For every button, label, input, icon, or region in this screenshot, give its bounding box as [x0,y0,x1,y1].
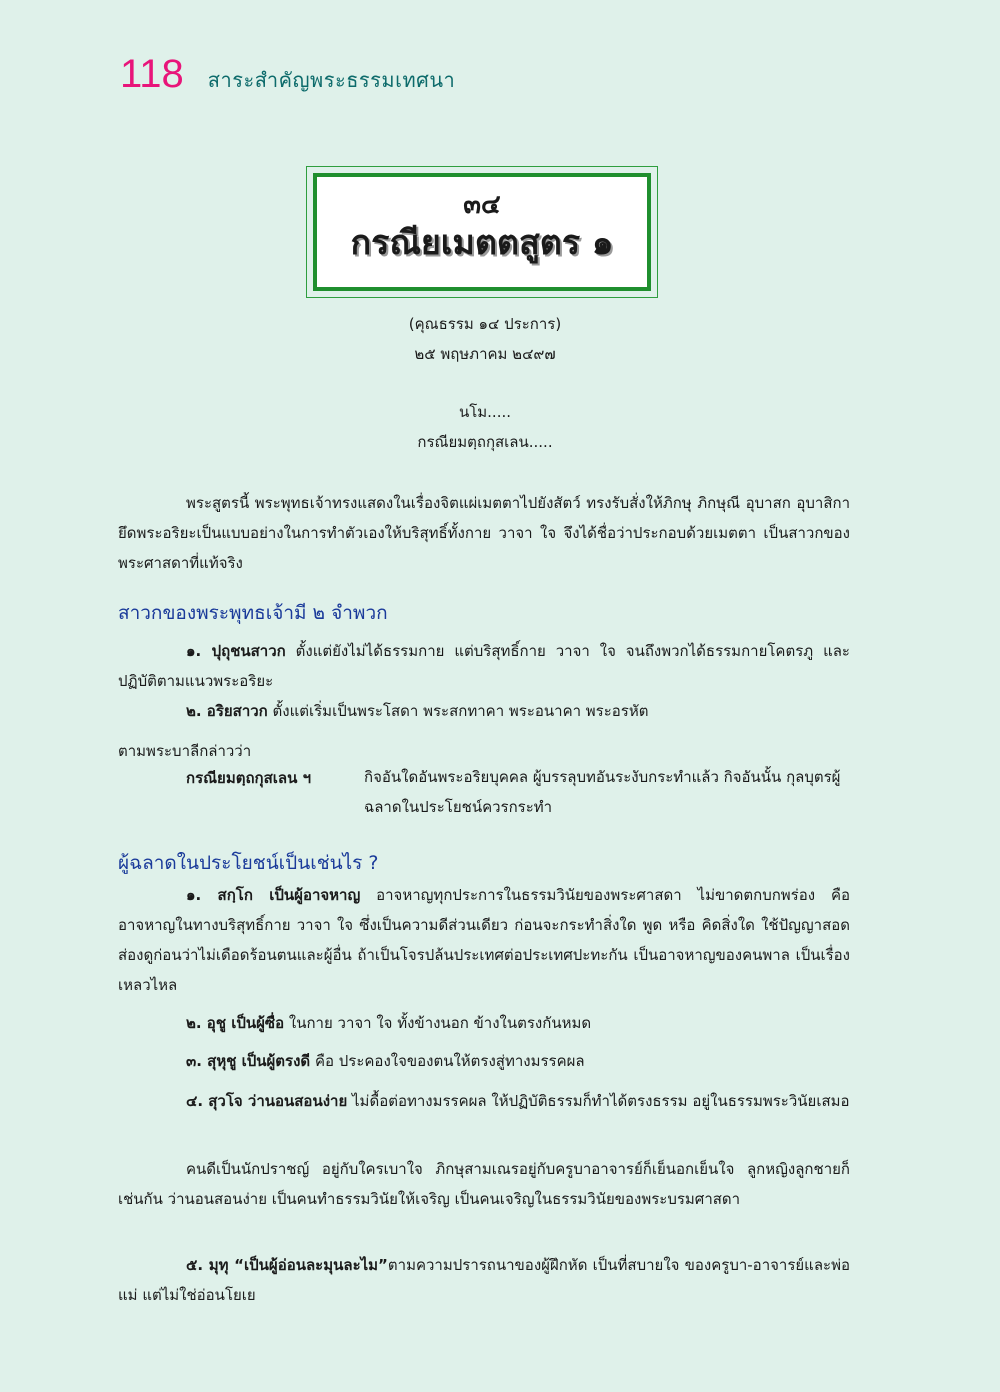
page-header [120,52,455,100]
body-paragraph: คนดีเป็นนักปราชญ์ อยู่กับใครเบาใจ ภิกษุสามเณรอยู่กับครูบาอาจารย์ก็เย็นอกเย็นใจ ลูกหญิงลูกชายก็เช่นกัน ว่านอนสอนง่าย เป็นคนทำธรรมวินัยให้เจริญ เป็นคนเจริญในธรรมวินัยของพระบรมศาสดา [118,1160,850,1208]
intro-paragraph: พระสูตรนี้ พระพุทธเจ้าทรงแสดงในเรื่องจิตแผ่เมตตาไปยังสัตว์ ทรงรับสั่งให้ภิกษุ ภิกษุณี อุบาสก อุบาสิกา ยึดพระอริยะเป็นแบบอย่างในการทำตัวเองให้บริสุทธิ์ทั้งกาย วาจา ใจ จึงได้ชื่อว่าประกอบด้วยเมตตา เป็นสาวกของพระศาสดาที่แท้จริง [118,494,850,572]
item-text: ตั้งแต่ยังไม่ได้ธรรมกาย แต่บริสุทธิ์กาย วาจา ใจ จนถึงพวกได้ธรรมกายโคตรภู และปฏิบัติตามแนวพระอริยะ [118,642,850,690]
item-term: ๔. สุวโจ ว่านอนสอนง่าย [186,1092,348,1110]
item-text: ตามความปรารถนาของผู้ฝึกหัด เป็นที่สบายใจ ของครูบา-อาจารย์และพ่อแม่ แต่ไม่ใช่อ่อนโยเย [118,1256,850,1304]
item-text: ในกาย วาจา ใจ ทั้งข้างนอก ข้างในตรงกันหมด [284,1014,592,1032]
item-term: ๒. อุชู เป็นผู้ซื่อ [186,1014,285,1032]
list-item [118,1250,850,1310]
chapter-title-box [313,173,651,291]
list-item [118,696,850,726]
item-term: ๕. มุทุ “เป็นผู้อ่อนละมุนละไม” [186,1256,388,1274]
quote-translation: กิจอันใดอันพระอริยบุคคล ผู้บรรลุบทอันระงับกระทำแล้ว กิจอันนั้น กุลบุตรผู้ฉลาดในประโยชน์ควรกระทำ [364,768,841,816]
item-term: ๑. ปุถุชนสาวก [186,642,286,660]
list-item [118,636,850,696]
item-term: ๑. สกฺโก เป็นผู้อาจหาญ [186,886,361,904]
date: ๒๕ พฤษภาคม ๒๔๙๗ [414,345,556,363]
chapter-title-frame [306,166,658,298]
section-heading-disciples: สาวกของพระพุทธเจ้ามี ๒ จำพวก [118,602,388,624]
list-item [118,1008,850,1038]
section-heading-wise: ผู้ฉลาดในประโยชน์เป็นเช่นไร ? [118,852,379,874]
item-text: อาจหาญทุกประการในธรรมวินัยของพระศาสดา ไม่ขาดตกบกพร่อง คือ อาจหาญในทางบริสุทธิ์กาย วาจา ใจ ซึ่งเป็นความดีส่วนเดียว ก่อนจะกระทำสิ่งใด พูด หรือ คิดสิ่งใด ใช้ปัญญาสอดส่องดูก่อนว่าไม่เดือดร้อนตนและผู้อื่น ถ้าเป็นโจรปล้นประเทศต่อประเทศปะทะกัน เป็นอาจหาญของคนพาล เป็นเรื่องเหลวไหล [118,886,850,994]
quote-pali-term: กรณียมตฺถกุสเลน ฯ [186,769,312,787]
list-item [118,1086,850,1116]
list-item [118,1046,850,1076]
page-number: 118 [120,52,184,96]
item-term: ๓. สุหุชู เป็นผู้ตรงดี [186,1052,311,1070]
pali-verse: กรณียมตฺถกุสเลน..... [417,433,553,451]
item-text: ไม่ดื้อต่อทางมรรคผล ให้ปฏิบัติธรรมก็ทำได้ตรงธรรม อยู่ในธรรมพระวินัยเสมอ [347,1092,850,1110]
subtitle: (คุณธรรม ๑๔ ประการ) [408,315,562,333]
chapter-title: กรณียเมตตสูตร ๑ [350,223,614,263]
quote-intro: ตามพระบาลีกล่าวว่า [118,742,252,760]
item-term: ๒. อริยสาวก [186,702,268,720]
item-text: ตั้งแต่เริ่มเป็นพระโสดา พระสกทาคา พระอนาคา พระอรหัต [267,702,649,720]
chapter-number: ๓๔ [463,190,501,220]
book-title: สาระสำคัญพระธรรมเทศนา [207,70,456,92]
item-text: คือ ประคองใจของตนให้ตรงสู่ทางมรรคผล [310,1052,585,1070]
list-item [118,880,850,1000]
pali-opening: นโม..... [458,403,512,421]
